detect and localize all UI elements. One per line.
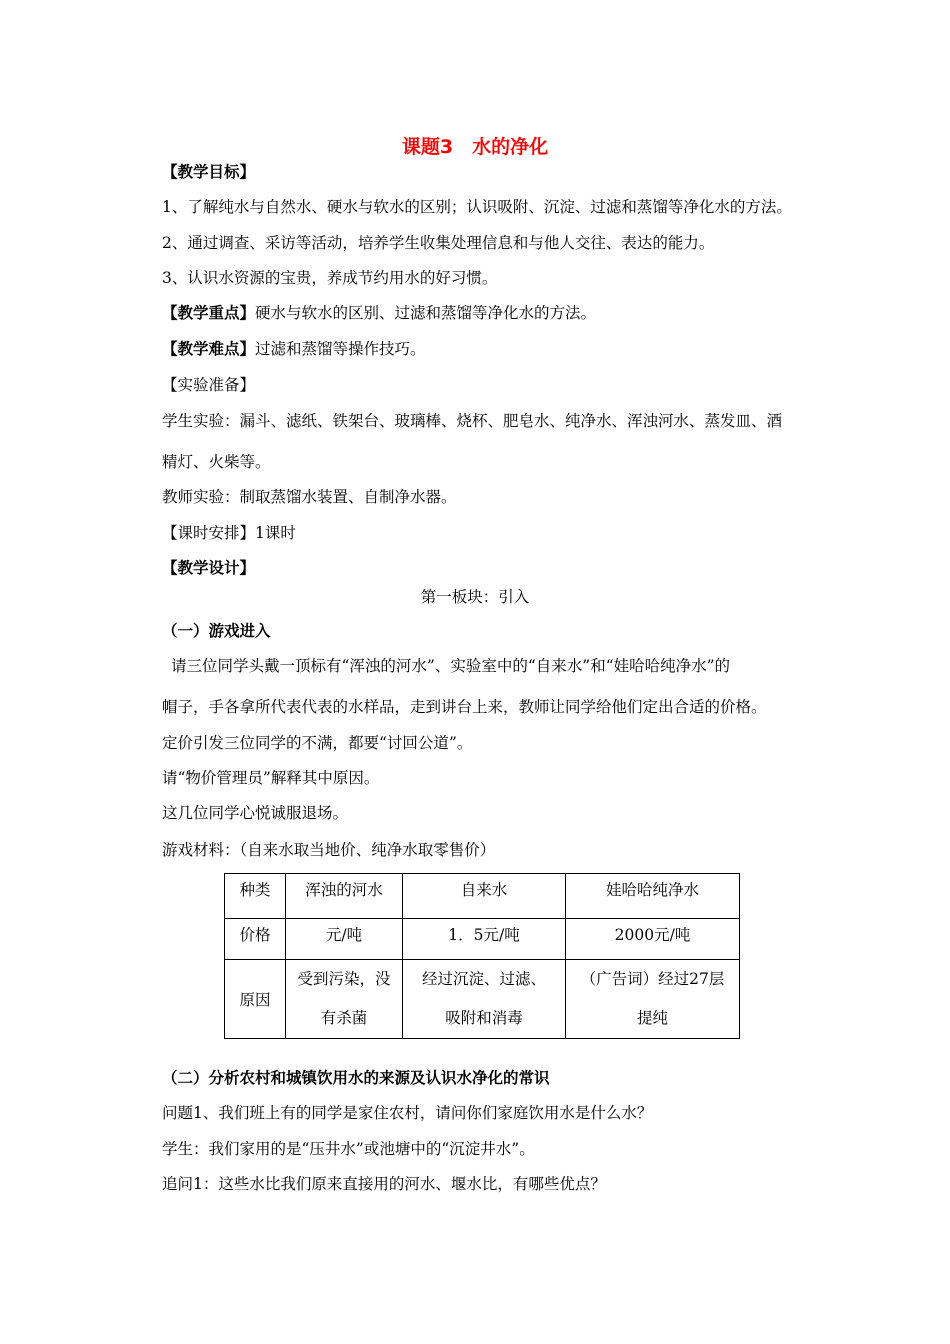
answer-1: 学生：我们家用的是“压井水”或池塘中的“沉淀井水”。 xyxy=(162,1140,535,1158)
difficulty-text: 过滤和蒸馏等操作技巧。 xyxy=(255,340,426,358)
follow-up-1: 追问1：这些水比我们原来直接用的河水、堰水比，有哪些优点？ xyxy=(162,1175,606,1193)
table-row xyxy=(225,919,740,960)
table-cell xyxy=(403,960,566,1039)
design-heading: 【教学设计】 xyxy=(162,559,256,577)
prep-heading: 【实验准备】 xyxy=(162,376,256,394)
table-cell: 元/吨 xyxy=(286,919,403,960)
table-cell: 娃哈哈纯净水 xyxy=(566,874,740,919)
key-point-text: 硬水与软水的区别、过滤和蒸馏等净化水的方法。 xyxy=(255,304,597,322)
part1-p2: 定价引发三位同学的不满，都要“讨回公道”。 xyxy=(162,734,473,752)
reason-tap-line2: 吸附和消毒 xyxy=(445,1009,523,1027)
block1-title: 第一板块：引入 xyxy=(420,588,530,606)
page-title: 课题3 水的净化 xyxy=(401,136,549,158)
objective-3: 3、认识水资源的宝贵，养成节约用水的好习惯。 xyxy=(162,269,498,287)
reason-pure-line2: 提纯 xyxy=(636,1009,668,1027)
table-cell xyxy=(566,960,740,1039)
student-exp-line1: 学生实验：漏斗、滤纸、铁架台、玻璃棒、烧杯、肥皂水、纯净水、浑浊河水、蒸发皿、酒 xyxy=(162,412,783,430)
part1-p1-line1: 请三位同学头戴一顶标有“浑浊的河水”、实验室中的“自来水”和“娃哈哈纯净水”的 xyxy=(171,657,731,675)
table-cell: 2000元/吨 xyxy=(566,919,740,960)
part1-p1-line2: 帽子，手各拿所代表代表的水样品，走到讲台上来，教师让同学给他们定出合适的价格。 xyxy=(162,698,767,716)
part2-heading: （二）分析农村和城镇饮用水的来源及认识水净化的常识 xyxy=(162,1069,550,1087)
table-row xyxy=(225,960,740,1039)
teacher-exp: 教师实验：制取蒸馏水装置、自制净水器。 xyxy=(162,488,457,506)
difficulty-label: 【教学难点】 xyxy=(162,340,256,358)
table-cell: 自来水 xyxy=(403,874,566,919)
table-cell: 1．5元/吨 xyxy=(403,919,566,960)
key-point xyxy=(162,303,596,323)
objective-2: 2、通过调查、采访等活动，培养学生收集处理信息和与他人交往、表达的能力。 xyxy=(162,234,715,252)
key-point-label: 【教学重点】 xyxy=(162,304,256,322)
table-cell: 原因 xyxy=(225,960,286,1039)
schedule xyxy=(162,523,296,543)
question-1: 问题1、我们班上有的同学是家住农村，请问你们家庭饮用水是什么水？ xyxy=(162,1104,653,1122)
part1-heading: （一）游戏进入 xyxy=(162,622,271,640)
price-table xyxy=(224,873,740,1039)
schedule-text: 1课时 xyxy=(255,524,296,542)
table-cell: 浑浊的河水 xyxy=(286,874,403,919)
part1-p4: 这几位同学心悦诚服退场。 xyxy=(162,804,349,822)
objectives-heading: 【教学目标】 xyxy=(162,163,256,181)
difficulty xyxy=(162,339,426,359)
student-exp-line2: 精灯、火柴等。 xyxy=(162,453,271,471)
table-row xyxy=(225,874,740,919)
reason-river-line2: 有杀菌 xyxy=(320,1009,368,1027)
table-cell: 价格 xyxy=(225,919,286,960)
table-cell: 种类 xyxy=(225,874,286,919)
table-cell xyxy=(286,960,403,1039)
objective-1: 1、了解纯水与自然水、硬水与软水的区别；认识吸附、沉淀、过滤和蒸馏等净化水的方法。 xyxy=(162,198,792,216)
part1-p5: 游戏材料：（自来水取当地价、纯净水取零售价） xyxy=(162,841,496,859)
reason-pure-line1: （广告词）经过27层 xyxy=(580,970,725,988)
reason-tap-line1: 经过沉淀、过滤、 xyxy=(421,970,546,988)
part1-p3: 请“物价管理员”解释其中原因。 xyxy=(162,769,380,787)
reason-river-line1: 受到污染，没 xyxy=(297,970,391,988)
schedule-label: 【课时安排】 xyxy=(162,524,256,542)
